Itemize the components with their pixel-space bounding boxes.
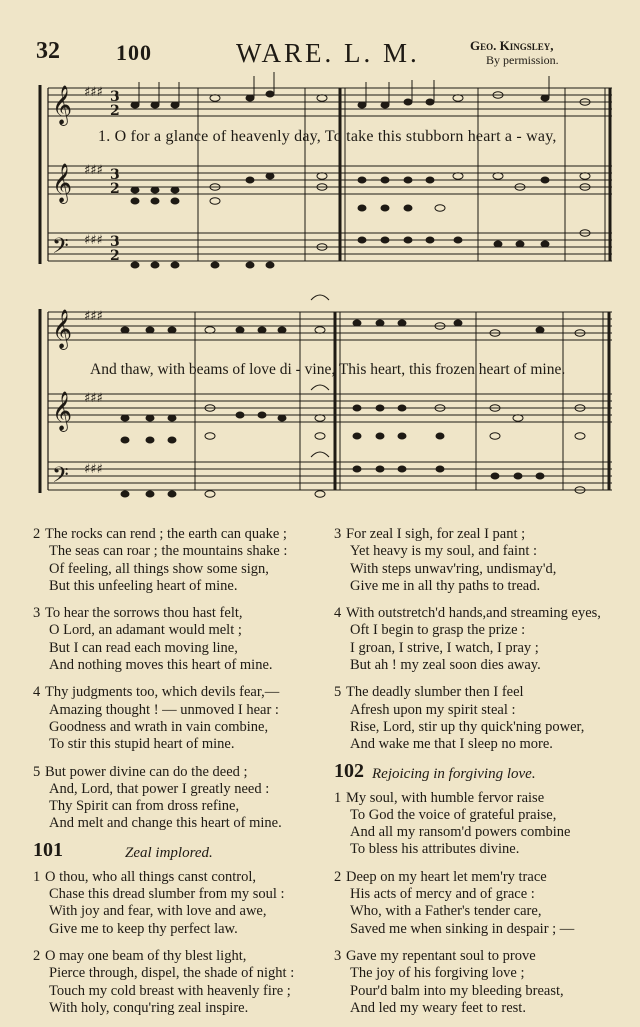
svg-text:3: 3 xyxy=(110,89,120,105)
hymn-101-number: 101 xyxy=(33,838,63,861)
verse-102-3: 3 Gave my repentant soul to prove The joy of his forgiving love ; Pour'd balm into my bleeding breast, And led my weary feet to rest. xyxy=(334,947,564,1016)
svg-text:𝄞: 𝄞 xyxy=(52,391,73,431)
svg-text:♯♯♯: ♯♯♯ xyxy=(84,163,103,178)
svg-text:𝄞: 𝄞 xyxy=(52,163,73,203)
left-column xyxy=(33,526,333,1027)
hymn-102-title: Rejoicing in forgiving love. xyxy=(372,765,536,782)
verse-101-2: 2 O may one beam of thy blest light, Pierce through, dispel, the shade of night : Touch my cold breast with heavenly fire ; With holy, conqu'ring zeal inspire. xyxy=(33,947,295,1016)
svg-text:𝄞: 𝄞 xyxy=(52,85,73,125)
verse-100-2: 2 The rocks can rend ; the earth can quake ; The seas can roar ; the mountains shake : Of feeling, all things show some sign, But this unfeeling heart of mine. xyxy=(33,526,288,594)
svg-text:♯♯♯: ♯♯♯ xyxy=(84,233,103,248)
right-column xyxy=(334,526,634,1027)
hymn-101-title: Zeal implored. xyxy=(125,844,213,861)
staff-bass-2 xyxy=(48,462,612,490)
page-number: 32 xyxy=(36,38,60,64)
verse-102-1: 1 My soul, with humble fervor raise To God the voice of grateful praise, And all my ransom'd powers combine To bless his attributes divine. xyxy=(334,789,571,858)
svg-text:♯♯♯: ♯♯♯ xyxy=(84,85,103,100)
verse-101-3: 3 For zeal I sigh, for zeal I pant ; Yet heavy is my soul, and faint : With steps unwav'ring, undismay'd, Give me in all thy paths to tread. xyxy=(334,526,557,594)
hymn-102-number: 102 xyxy=(334,759,364,782)
svg-text:3: 3 xyxy=(110,167,120,183)
svg-text:2: 2 xyxy=(110,248,120,264)
svg-text:𝄢: 𝄢 xyxy=(52,234,69,264)
svg-text:𝄢: 𝄢 xyxy=(52,463,69,493)
verse-100-3: 3 To hear the sorrows thou hast felt, O Lord, an adamant would melt ; But I can read each moving line, And nothing moves this heart of mine. xyxy=(33,605,273,674)
hymn-number: 100 xyxy=(116,40,152,65)
staff-bass xyxy=(48,233,612,261)
lyric-line-2: And thaw, with beams of love di - vine, This heart, this frozen heart of mine. xyxy=(90,361,566,378)
verse-101-5: 5 The deadly slumber then I feel Afresh upon my spirit steal : Rise, Lord, stir up thy quick'ning power, And wake me that I sleep no more. xyxy=(334,684,585,753)
notes-system-1 xyxy=(131,72,590,268)
composer-credit: Geo. Kingsley, xyxy=(470,38,554,53)
verse-101-1: 1 O thou, who all things canst control, Chase this dread slumber from my soul : With joy and fear, with love and awe, Give me to keep thy perfect law. xyxy=(33,868,285,937)
svg-text:𝄞: 𝄞 xyxy=(52,309,73,349)
staff-treble-alto-2 xyxy=(48,394,612,422)
verse-100-5: 5 But power divine can do the deed ; And, Lord, that power I greatly need : Thy Spirit can from dross refine, And melt and change this heart of mine. xyxy=(33,763,282,832)
tune-title: WARE. L. M. xyxy=(236,38,420,68)
hymn-102-heading xyxy=(334,759,634,786)
svg-text:♯♯♯: ♯♯♯ xyxy=(84,391,103,406)
verse-101-4: 4 With outstretch'd hands,and streaming eyes, Oft I begin to grasp the prize : I groan, I strive, I watch, I pray ; But ah ! my zeal soon dies away. xyxy=(334,605,601,674)
svg-text:2: 2 xyxy=(110,181,120,197)
verse-102-2: 2 Deep on my heart let mem'ry trace His acts of mercy and of grace : Who, with a Father's tender care, Saved me when sinking in despair ; — xyxy=(334,868,575,937)
system-1 xyxy=(40,85,612,264)
hymn-101-heading xyxy=(33,838,333,865)
system-2 xyxy=(40,295,612,493)
notes-system-2 xyxy=(121,320,585,497)
permission-note: By permission. xyxy=(486,53,559,67)
staff-treble-melody-2 xyxy=(48,312,612,340)
verse-100-4: 4 Thy judgments too, which devils fear,— Amazing thought ! — unmoved I hear : Goodness and wrath in vain combine, To stir this stupid heart of mine. xyxy=(33,684,280,753)
lyric-line-1: 1. O for a glance of heavenly day, To take this stubborn heart a - way, xyxy=(98,128,557,145)
svg-text:♯♯♯: ♯♯♯ xyxy=(84,309,103,324)
svg-text:2: 2 xyxy=(110,103,120,119)
svg-text:♯♯♯: ♯♯♯ xyxy=(84,462,103,477)
svg-text:3: 3 xyxy=(110,234,120,250)
clefs-system-1 xyxy=(52,85,120,264)
